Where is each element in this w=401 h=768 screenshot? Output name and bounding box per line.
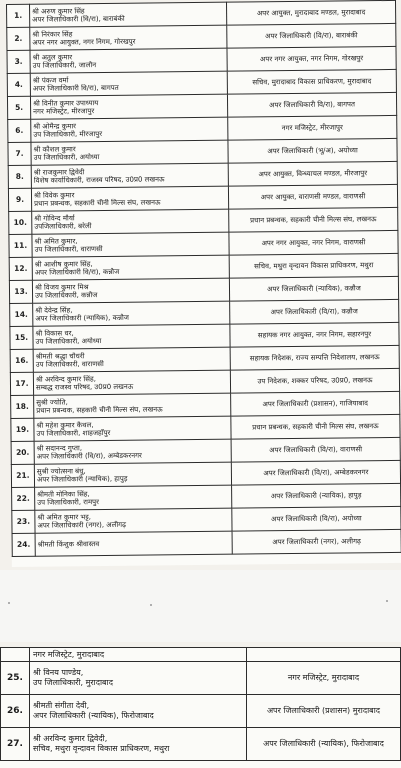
officer-name: श्री आशीष कुमार सिंह,: [34, 259, 93, 269]
officer-cell: [30, 48, 227, 73]
officer-cell: [30, 94, 227, 119]
new-post: अपर जिलाधिकारी (वि/रा), अम्बेडकरनगर: [231, 460, 400, 485]
transfer-row: [1, 662, 401, 695]
officer-cell: [30, 25, 227, 50]
new-post: सहायक नगर आयुक्त, नगर निगम, सहारनपुर: [230, 322, 399, 347]
row-number: 24.: [12, 533, 35, 556]
current-post: अपर जिलाधिकारी वि/रा), बागपत: [32, 83, 119, 93]
new-post: नगर मजिस्ट्रेट, मुरादाबाद: [247, 662, 401, 695]
new-post: अपर आयुक्त, मुरादाबाद मण्डल, मुरादाबाद: [226, 0, 395, 25]
officer-name: श्री देवेन्द्र सिंह,: [35, 305, 73, 315]
row-number: [1, 648, 30, 662]
officer-cell: [35, 531, 232, 556]
officer-cell: [31, 163, 228, 188]
current-post: प्रधान प्रबन्धक, सहकारी चीनी मिल्स संघ, लखनऊ: [34, 198, 161, 208]
current-post: उप जिलाधिकारी, शाहजहाँपुर: [36, 428, 111, 438]
new-post: अपर आयुक्त, वाराणसी मण्डल, वाराणसी: [228, 184, 397, 209]
current-post: उप जिलाधिकारी, वाराणसी: [35, 359, 104, 369]
officer-name: श्री विवेक कुमार: [33, 190, 75, 200]
officer-cell: [32, 255, 229, 280]
new-post: अपर जिलाधिकारी (भू/अ), अयोध्या: [228, 138, 397, 163]
officer-name: श्रीमती श्रद्धा चौधरी: [35, 351, 85, 361]
current-post: अपर नगर आयुक्त, नगर निगम, गोरखपुर: [32, 37, 136, 47]
row-number: 5.: [7, 96, 30, 119]
current-post: उप जिलाधिकारी, कन्नौज: [35, 291, 98, 300]
transfer-row: [1, 695, 401, 728]
officer-name: श्री अरुण कुमार सिंह: [32, 6, 85, 16]
new-post: [247, 648, 401, 662]
current-post: उप जिलाधिकारी, रामपुर: [37, 498, 100, 507]
new-post: सहायक निदेशक, राज्य सम्पत्ति निदेशालय, लखनऊ: [230, 345, 399, 370]
officer-cell: [32, 209, 229, 234]
officer-cell: [30, 695, 247, 728]
new-post: अपर जिलाधिकारी (नगर), अलीगढ़: [232, 529, 401, 554]
row-number: 6.: [8, 119, 31, 142]
officer-cell: [34, 439, 231, 464]
paper-speck: [386, 600, 388, 602]
row-number: 20.: [11, 441, 34, 464]
paper-speck: [8, 602, 10, 604]
row-number: 1.: [7, 4, 30, 27]
transfer-list-page-1: [6, 0, 401, 567]
current-post: उप जिलाधिकारी, अयोध्या: [33, 153, 100, 162]
officer-name: सुश्री ज्योति,: [36, 397, 68, 407]
new-post: अपर जिलाधिकारी (न्यायिक), हापुड़: [232, 483, 401, 508]
row-number: 19.: [11, 418, 34, 441]
new-post: अपर जिलाधिकारी (न्यायिक), कन्नौज: [229, 276, 398, 301]
current-post: उप जिलाधिकारी, मुरादाबाद: [33, 678, 113, 687]
row-number: 7.: [8, 142, 31, 165]
transfer-list-page-2: [0, 647, 401, 768]
officer-name: श्री अरविन्द कुमार द्विवेदी,: [33, 734, 108, 743]
new-post: सचिव, मुरादाबाद विकास प्राधिकरण, मुरादाबाद: [227, 69, 396, 94]
current-post: अपर जिलाधिकारी (वि/रा), बाराबंकी: [32, 14, 125, 24]
officer-cell: [34, 393, 231, 418]
officer-name: श्री कौशल कुमार: [33, 144, 76, 154]
officer-name: श्री अमित कुमार भट्ट,: [37, 512, 92, 522]
officer-name: श्री विनय पाण्डेय,: [33, 668, 84, 677]
officer-cell: [30, 662, 247, 695]
row-number: 8.: [8, 165, 31, 188]
officer-name: श्री अरविन्द कुमार सिंह,: [35, 374, 96, 384]
current-post: प्रधान प्रबन्धक, सहकारी चीनी मिल्स संघ, लखनऊ: [36, 405, 163, 415]
officer-cell: [30, 2, 227, 27]
officer-cell: [33, 301, 230, 326]
officer-cell: [35, 485, 232, 510]
officer-name: श्री निरंकार सिंह: [32, 29, 73, 39]
transfer-table-1-body: [7, 0, 401, 556]
officer-name: श्री विनीत कुमार उपाध्याय: [32, 98, 99, 108]
new-post: अपर नगर आयुक्त, नगर निगम, गोरखपुर: [227, 46, 396, 71]
new-post: प्रधान प्रबन्धक, सहकारी चीनी मिल्स संघ, लखनऊ: [229, 207, 398, 232]
row-number: 2.: [7, 27, 30, 50]
officer-name: श्री विजय कुमार मिश्र: [34, 282, 89, 292]
row-number: 15.: [10, 326, 33, 349]
officer-name: श्री अतुल कुमार: [32, 52, 73, 62]
officer-cell: [31, 186, 228, 211]
officer-name: श्री पंकज वर्मा: [32, 75, 69, 85]
current-post: अपर जिलाधिकारी (न्यायिक), फिरोजाबाद: [33, 711, 154, 720]
officer-name: श्री गोविन्द मौर्या: [34, 213, 75, 223]
officer-name: श्री सदानन्द गुप्ता,: [36, 443, 83, 453]
row-number: 10.: [9, 211, 32, 234]
current-post: उप जिलाधिकारी, जालौन: [32, 61, 97, 70]
officer-cell: [32, 278, 229, 303]
row-number: 23.: [12, 510, 35, 533]
officer-cell: [30, 71, 227, 96]
officer-cell: [31, 117, 228, 142]
officer-cell: [33, 324, 230, 349]
new-post: अपर जिलाधिकारी (वि/रा), बाराबंकी: [227, 23, 396, 48]
officer-name: श्री महेश कुमार कैथल,: [36, 420, 94, 430]
current-post: उप जिलाधिकारी, अयोध्या: [35, 337, 102, 346]
row-number: 27.: [1, 728, 30, 761]
officer-name: श्रीमती मोनिका सिंह,: [37, 489, 90, 499]
current-post: अपर जिलाधिकारी (वि/रा), अम्बेडकरनगर: [36, 451, 142, 461]
current-post: सम्बद्ध राजस्व परिषद, उ0प्र0 लखनऊ: [35, 382, 134, 392]
new-post: अपर जिलाधिकारी (प्रशासन) मुरादाबाद: [247, 695, 401, 728]
officer-cell: [33, 347, 230, 372]
row-number: 22.: [12, 487, 35, 510]
officer-name: सुश्री ज्योत्सना बंधु,: [36, 466, 86, 476]
row-number: 11.: [9, 234, 32, 257]
current-post: विशेष कार्याधिकारी, राजस्व परिषद, उ0प्र0 लखनऊ: [33, 175, 165, 185]
current-post: अपर जिलाधिकारी वि/रा), कन्नौज: [34, 267, 120, 277]
new-post: नगर मजिस्ट्रेट, मीरजापुर: [228, 115, 397, 140]
officer-name: श्री ओमैन्द्र कुमार: [33, 121, 77, 131]
new-post: अपर जिलाधिकारी (वि/रा), वाराणसी: [231, 437, 400, 462]
officer-name: श्रीमती संगीता देवी,: [33, 701, 90, 710]
officer-name: श्रीमती किंशुक श्रीवास्तव: [37, 539, 100, 549]
row-number: 9.: [8, 188, 31, 211]
row-number: 18.: [11, 395, 34, 418]
transfer-table-2-body: [1, 648, 401, 761]
transfer-row: [12, 529, 401, 556]
row-number: 16.: [10, 349, 33, 372]
new-post: अपर जिलाधिकारी (न्यायिक), फिरोजाबाद: [247, 728, 401, 761]
page-gap: [0, 570, 401, 642]
officer-cell: [34, 462, 231, 487]
current-post: नगर मजिस्ट्रेट, मुरादाबाद: [30, 648, 247, 662]
row-number: 4.: [7, 73, 30, 96]
new-post: प्रधान प्रबन्धक, सहकारी चीनी मिल्स संघ, लखनऊ: [231, 414, 400, 439]
new-post: उप निदेशक, शक्कर परिषद, उ0प्र0, लखनऊ: [230, 368, 399, 393]
officer-name: श्री विकास धर,: [35, 328, 74, 338]
row-number: 17.: [10, 372, 33, 395]
current-post: अपर जिलाधिकारी (न्यायिक), कन्नौज: [35, 313, 130, 323]
new-post: अपर जिलाधिकारी (वि/रा), अयोध्या: [232, 506, 401, 531]
row-number: 13.: [9, 280, 32, 303]
transfer-table-2: [0, 647, 401, 761]
current-post: उप जिलाधिकारी, मीरजापुर: [33, 130, 103, 139]
officer-cell: [31, 140, 228, 165]
row-number: 25.: [1, 662, 30, 695]
current-post: अपर जिलाधिकारी (न्यायिक), हापुड़: [36, 474, 128, 484]
new-post: सचिव, मथुरा वृन्दावन विकास प्राधिकरण, मथुरा: [229, 253, 398, 278]
row-number: 3.: [7, 50, 30, 73]
officer-cell: [34, 416, 231, 441]
row-number: 26.: [1, 695, 30, 728]
row-number: 12.: [9, 257, 32, 280]
transfer-row: [1, 728, 401, 761]
officer-name: श्री अमित कुमार,: [34, 236, 78, 246]
row-number: 14.: [10, 303, 33, 326]
officer-cell: [32, 232, 229, 257]
current-post: अपर जिलाधिकारी (नगर), अलीगढ़: [37, 520, 127, 530]
new-post: अपर जिलाधिकारी वि/रा), बागपत: [227, 92, 396, 117]
current-post: सचिव, मथुरा वृन्दावन विकास प्राधिकरण, मथुरा: [33, 744, 170, 753]
transfer-table-1: [6, 0, 401, 557]
continued-row: [1, 648, 401, 662]
current-post: नगर मजिस्ट्रेट, मीरजापुर: [33, 107, 95, 116]
current-post: उपजिलाधिकारी, बरेली: [34, 222, 92, 231]
paper-speck: [150, 604, 152, 606]
current-post: उप जिलाधिकारी, वाराणसी: [34, 245, 103, 254]
officer-cell: [33, 370, 230, 395]
officer-cell: [30, 728, 247, 761]
new-post: अपर जिलाधिकारी (वि/रा), कन्नौज: [230, 299, 399, 324]
officer-cell: [35, 508, 232, 533]
row-number: 21.: [11, 464, 34, 487]
officer-name: श्री राजकुमार द्विवेदी: [33, 167, 85, 177]
new-post: अपर नगर आयुक्त, नगर निगम, वाराणसी: [229, 230, 398, 255]
new-post: अपर आयुक्त, विन्ध्याचल मण्डल, मीरजापुर: [228, 161, 397, 186]
new-post: अपर जिलाधिकारी (प्रशासन), गाजियाबाद: [231, 391, 400, 416]
